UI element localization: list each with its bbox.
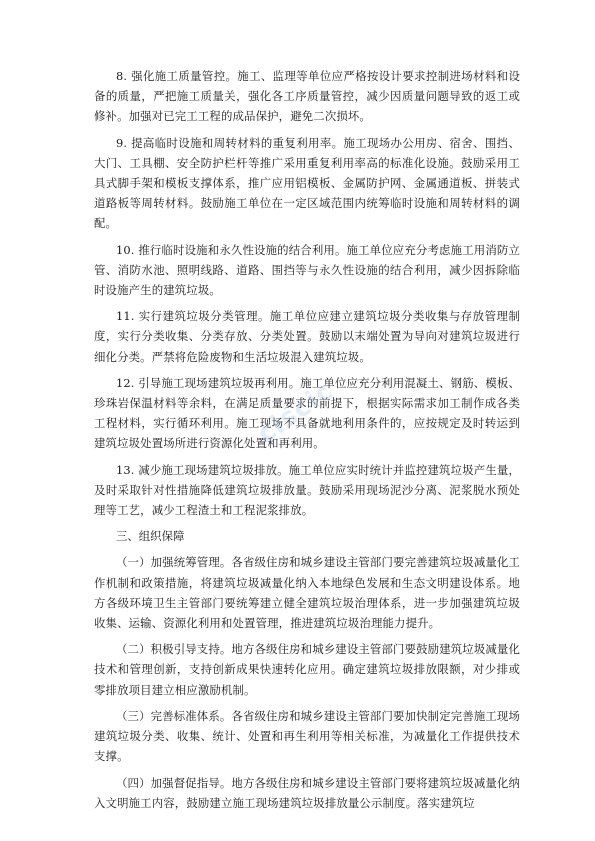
section-item-1-paragraph: （一）加强统筹管理。各省级住房和城乡建设主管部门要完善建筑垃圾减量化工作机制和政策措施，将建筑垃圾减量化纳入本地绿色发展和生态文明建设体系。地方各级环境卫生主管部门要统筹建立健全建筑垃圾治理体系，进一步加强建筑垃圾收集、运输、资源化利用和处置管理，推进建筑垃圾治理能力提升。 (94, 555, 520, 631)
item-10-paragraph: 10. 推行临时设施和永久性设施的结合利用。施工单位应充分考虑施工用消防立管、消防水池、照明线路、道路、围挡等与永久性设施的结合利用，减少因拆除临时设施产生的建筑垃圾。 (94, 242, 520, 298)
document-body (94, 66, 520, 819)
section-item-4-paragraph: （四）加强督促指导。地方各级住房和城乡建设主管部门要将建筑垃圾减量化纳入文明施工内容，鼓励建立施工现场建筑垃圾排放量公示制度。落实建筑垃 (94, 775, 520, 810)
section-item-3-paragraph: （三）完善标准体系。各省级住房和城乡建设主管部门要加快制定完善施工现场建筑垃圾分类、收集、统计、处置和再生利用等相关标准，为减量化工作提供技术支撑。 (94, 708, 520, 764)
item-8-paragraph: 8. 强化施工质量管控。施工、监理等单位应严格按设计要求控制进场材料和设备的质量，严把施工质量关，强化各工序质量管控，减少因质量问题导致的返工或修补。加强对已完工工程的成品保护，避免二次损坏。 (94, 69, 520, 124)
item-13-paragraph: 13. 减少施工现场建筑垃圾排放。施工单位应实时统计并监控建筑垃圾产生量，及时采取针对性措施降低建筑垃圾排放量。鼓励采用现场泥沙分离、泥浆脱水预处理等工艺，减少工程渣土和工程泥浆排放。 (94, 462, 520, 518)
watermark: ciscic (252, 375, 340, 450)
section-heading: 三、组织保障 (116, 529, 185, 544)
item-12-paragraph: 12. 引导施工现场建筑垃圾再利用。施工单位应充分利用混凝土、钢筋、模板、珍珠岩保温材料等余料，在满足质量要求的前提下，根据实际需求加工制作成各类工程材料，实行循环利用。施工现场不具备就地利用条件的，应按规定及时转运到建筑垃圾处置场所进行资源化处置和再利用。 (94, 375, 520, 451)
item-11-paragraph: 11. 实行建筑垃圾分类管理。施工单位应建立建筑垃圾分类收集与存放管理制度，实行分类收集、分类存放、分类处置。鼓励以末端处置为导向对建筑垃圾进行细化分类。严禁将危险废物和生活垃圾混入建筑垃圾。 (94, 309, 520, 364)
item-9-paragraph: 9. 提高临时设施和周转材料的重复利用率。施工现场办公用房、宿舍、围挡、大门、工具棚、安全防护栏杆等推广采用重复利用率高的标准化设施。鼓励采用工具式脚手架和模板支撑体系，推广应用铝模板、金属防护网、金属通道板、拼装式道路板等周转材料。鼓励施工单位在一定区域范围内统筹临时设施和周转材料的调配。 (94, 135, 520, 231)
section-item-2-paragraph: （二）积极引导支持。地方各级住房和城乡建设主管部门要鼓励建筑垃圾减量化技术和管理创新，支持创新成果快速转化应用。确定建筑垃圾排放限额，对少排或零排放项目建立相应激励机制。 (94, 642, 520, 697)
